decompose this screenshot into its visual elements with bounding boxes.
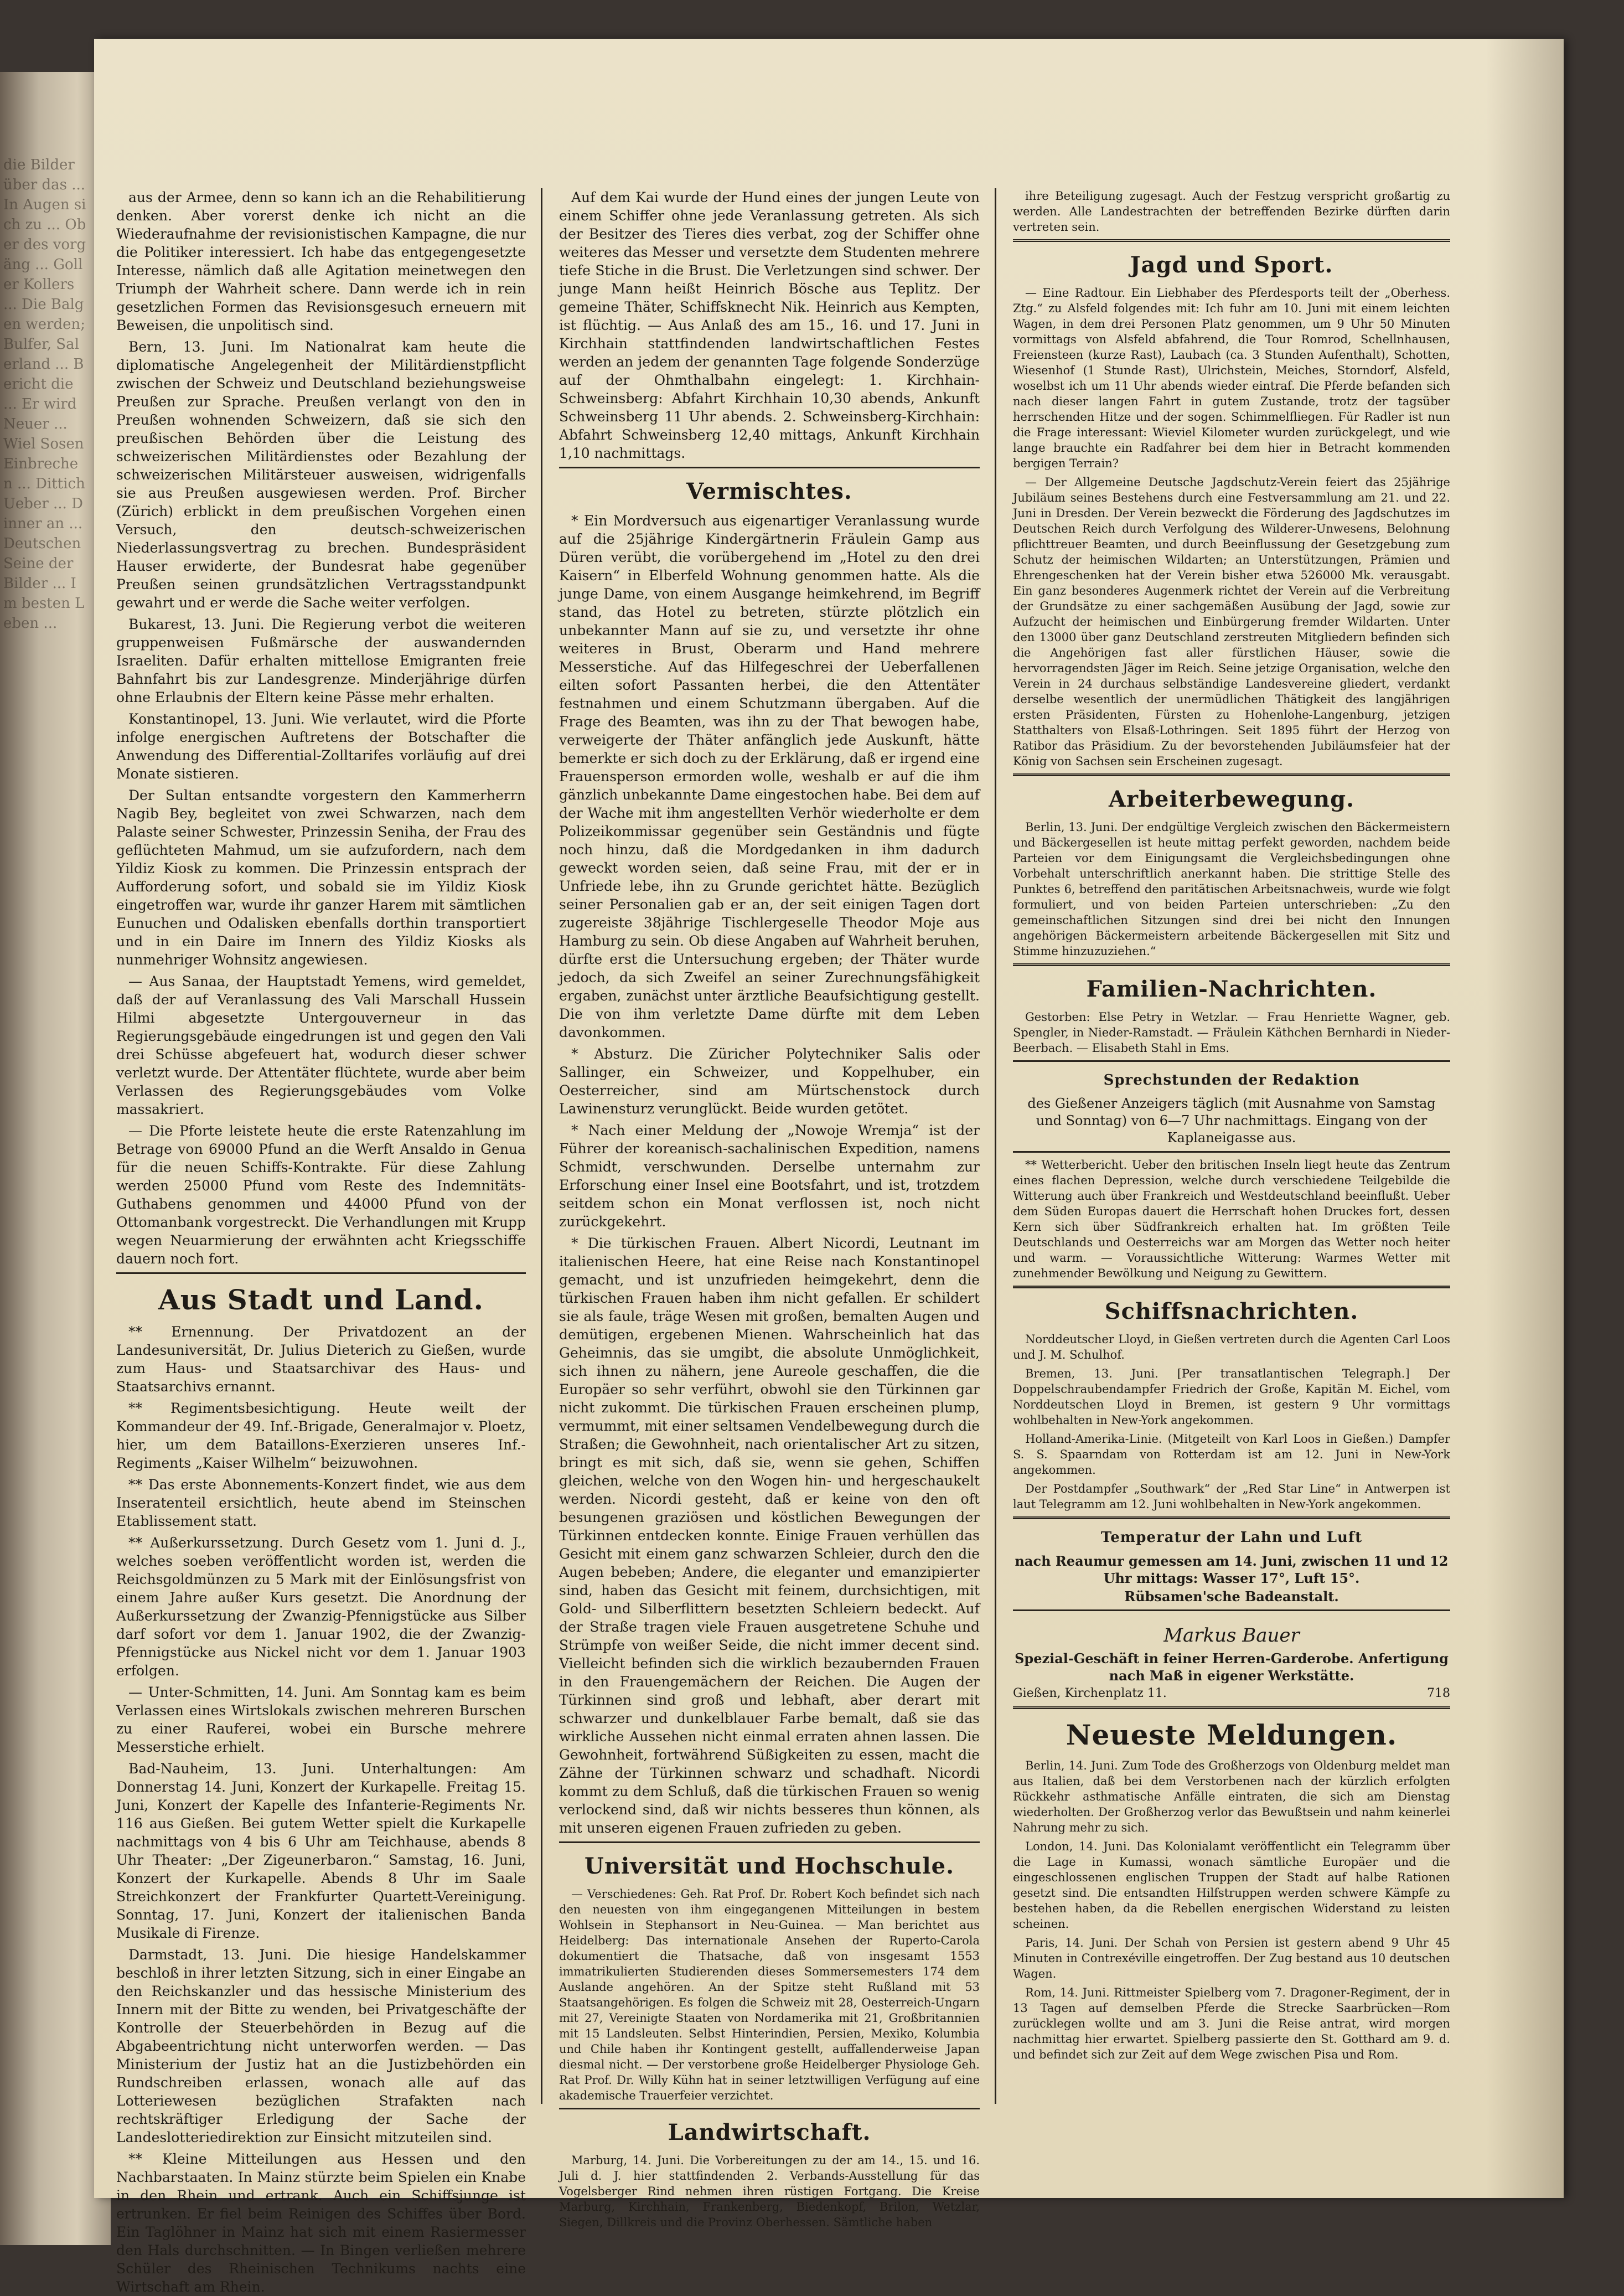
article-paragraph: — Der Allgemeine Deutsche Jagdschutz-Verein feiert das 25jährige Jubiläum seines Bestehens durch eine Festversammlung am 21. und 22. Juni in Dresden. Der Verein bezweckt die Förderung des Jagdschutzes im Deutschen Reich durch Verfolgung des Wilderer-Unwesens, Belohnung pflichttreuer Beamten, und durch Beeinflussung der Gesetzgebung zum Schutz der heimischen Wildarten; an Unterstützungen, Prämien und Ehrengeschenken hat der Verein bisher etwa 526000 Mk. verausgabt. Ein ganz besonderes Augenmerk richtet der Verein auf die Verbreitung der Grundsätze zu einer sachgemäßen Ausübung der Jagd, sowie zur Aufzucht der heimischen und Einbürgerung fremder Wildarten. Unter den 13000 über ganz Deutschland zerstreuten Mitgliedern befinden sich die Angehörigen fast aller fürstlichen Häuser, sowie die hervorragendsten Jäger im Reich. Seine jetzige Organisation, welche den Verein in 24 durchaus selbständige Landesvereine gliedert, verdankt derselbe wesentlich der unermüdlichen Thätigkeit des langjährigen ersten Präsidenten, Fürsten zu Hohenlohe-Langenburg, jetzigen Statthalters von Elsaß-Lothringen. Seit 1895 führt der Herzog von Ratibor das Präsidium. Zu der bevorstehenden Jubiläumsfeier hat der König von Sachsen sein Erscheinen zugesagt. <box>1013 476 1450 768</box>
section-heading: Familien-Nachrichten. <box>1086 976 1377 1002</box>
article-paragraph: Holland-Amerika-Linie. (Mitgeteilt von Karl Loos in Gießen.) Dampfer S. S. Spaarndam von Rotterdam ist am 12. Juni in New-York angekommen. <box>1013 1432 1450 1477</box>
advertisement <box>1013 1624 1450 1702</box>
section-heading: Sprechstunden der Redaktion <box>1103 1072 1360 1088</box>
advert-address: Gießen, Kirchenplatz 11. <box>1013 1686 1167 1700</box>
article-paragraph: Der Sultan entsandte vorgestern den Kammerherrn Nagib Bey, begleitet von zwei Schwarzen, nach dem Palaste seiner Schwester, Prinzessin Seniha, der Frau des geflüchteten Mahmud, um sie aufzufordern, nach dem Yildiz Kiosk zu kommen. Die Prinzessin entsprach der Aufforderung sofort, und sobald sie im Yildiz Kiosk eingetroffen war, wurde ihr ganzer Harem mit sämtlichen Eunuchen und Odalisken ebenfalls dorthin transportiert und in ein Daire im Innern des Yildiz Kiosks als nunmehriger Wohnsitz angewiesen. <box>116 787 526 968</box>
article-paragraph: Bern, 13. Juni. Im Nationalrat kam heute die diplomatische Angelegenheit der Militärdienstpflicht zwischen der Schweiz und Deutschland beziehungsweise Preußen zur Sprache. Preußen verlangt von den in Preußen wohnenden Schweizern, daß sie sich den preußischen Behörden über die Leistung des schweizerischen Militärdienstes oder Bezahlung der schweizerischen Militärsteuer ausweisen, widrigenfalls sie aus Preußen ausgewiesen werden. Prof. Bircher (Zürich) erblickt in dem preußischen Vorgehen einen Versuch, den deutsch-schweizerischen Niederlassungsvertrag zu brechen. Bundespräsident Hauser erwiderte, der Bundesrat habe gegenüber Preußen seinen grundsätzlichen Vertragsstandpunkt gewahrt und er werde die Sache weiter verfolgen. <box>116 339 526 611</box>
article-paragraph: ihre Beteiligung zugesagt. Auch der Festzug verspricht großartig zu werden. Alle Landestrachten der betreffenden Bezirke dürften darin vertreten sein. <box>1013 189 1450 234</box>
advert-footer <box>1013 1685 1450 1702</box>
section-heading: Universität und Hochschule. <box>584 1853 954 1879</box>
article-paragraph: — Aus Sanaa, der Hauptstadt Yemens, wird gemeldet, daß der auf Veranlassung des Vali Marschall Hussein Hilmi abgesetzte Untergouverneur in das Regierungsgebäude eingedrungen ist und gegen den Vali drei Schüsse abgefeuert hat, wodurch dieser schwer verletzt wurde. Der Attentäter flüchtete, wurde aber beim Verlassen des Regierungsgebäudes vom Volke massakriert. <box>116 973 526 1117</box>
article-paragraph: * Ein Mordversuch aus eigenartiger Veranlassung wurde auf die 25jährige Kindergärtnerin Fräulein Gamp aus Düren verübt, die vorübergehend im „Hotel zu den drei Kaisern“ in Elberfeld Wohnung genommen hatte. Als die junge Dame, von einem Ausgange heimkehrend, im Begriff stand, das Hotel zu betreten, stürzte plötzlich ein unbekannter Mann auf sie zu, und versetzte ihr ohne weiteres in Brust, Oberarm und Hand mehrere Messerstiche. Auf das Hilfegeschrei der Ueberfallenen eilten sofort Passanten herbei, die den Attentäter festnahmen und einem Schutzmann übergaben. Auf die Frage des Beamten, was ihn zu der That bewogen habe, verweigerte der Thäter anfänglich jede Auskunft, hätte bemerkte er sich doch zu der Erklärung, daß er irgend eine Frauensperson ermorden wolle, weshalb er auf die ihm gänzlich unbekannte Dame eingestochen habe. Bei dem auf der Wache mit ihm angestellten Verhör wiederholte er dem Polizeikommissar gegenüber sein Geständnis und fügte noch hinzu, daß die Mordgedanken in ihm dadurch geweckt worden seien, daß seine Frau, mit der er in Unfriede lebe, ihn zu Grunde gerichtet hätte. Bezüglich seiner Personalien gab er an, der seit einigen Tagen dort zugereiste 38jährige Tischlergeselle Theodor Moje aus Hamburg zu sein. Ob diese Angaben auf Wahrheit beruhen, dürfte erst die Untersuchung ergeben; der Thäter wurde jedoch, da sich Zweifel an seiner Zurechnungsfähigkeit ergaben, zunächst unter ärztliche Beaufsichtigung gestellt. Die von ihm verletzte Dame dürfte mit dem Leben davonkommen. <box>559 513 980 1040</box>
section-heading: Schiffsnachrichten. <box>1104 1298 1359 1324</box>
horizontal-rule <box>1013 1151 1450 1153</box>
horizontal-rule <box>116 1272 526 1274</box>
section-heading: Arbeiterbewegung. <box>1108 786 1355 812</box>
article-paragraph: aus der Armee, denn so kann ich an die Rehabilitierung denken. Aber vorerst denke ich nicht an die Wiederaufnahme der revisionistischen Kampagne, die nur die Politiker interessiert. Ich habe das entgegengesetzte Interesse, nämlich daß alle Agitation meinetwegen den Triumph der Wahrheit schere. Dann werde ich in rein gesetzlichen Formen das Revisionsgesuch erneuern mit Beweisen, die unpolitisch sind. <box>116 189 526 333</box>
horizontal-rule <box>559 2108 980 2109</box>
horizontal-rule <box>559 1841 980 1843</box>
article-paragraph: ** Kleine Mitteilungen aus Hessen und den Nachbarstaaten. In Mainz stürzte beim Spielen ein Knabe in den Rhein und ertrank. Auch ein Schiffsjunge ist ertrunken. Er fiel beim Reinigen des Schiffes über Bord. Ein Taglöhner in Mainz hat sich mit einem Rasiermesser den Hals durchschnitten. — In Bingen verließen mehrere Schüler des Rheinischen Technikums nachts eine Wirtschaft am Rhein. <box>116 2151 526 2295</box>
article-paragraph: Auf dem Kai wurde der Hund eines der jungen Leute von einem Schiffer ohne jede Veranlassung getreten. Als sich der Besitzer des Tieres dies verbat, zog der Schiffer ohne weiteres das Messer und versetzte dem Studenten mehrere tiefe Stiche in die Brust. Die Verletzungen sind schwer. Der junge Mann heißt Heinrich Bösche aus Teplitz. Der gemeine Thäter, Schiffsknecht Nik. Heinrich aus Kempten, ist flüchtig. — Aus Anlaß des am 15., 16. und 17. Juni in Kirchhain stattfindenden landwirtschaftlichen Festes werden an jedem der genannten Tage folgende Sonderzüge auf der Ohmthalbahn eingelegt: 1. Kirchhain-Schweinsberg: Abfahrt Kirchhain 10,30 abends, Ankunft Schweinsberg 11 Uhr abends. 2. Schweinsberg-Kirchhain: Abfahrt Schweinsberg 12,40 mittags, Ankunft Kirchhain 1,10 nachmittags. <box>559 189 980 461</box>
horizontal-rule <box>1013 1609 1450 1611</box>
article-paragraph: ** Das erste Abonnements-Konzert findet, wie aus dem Inseratenteil ersichtlich, heute abend im Steinschen Etablissement statt. <box>116 1477 526 1529</box>
article-paragraph: ** Ernennung. Der Privatdozent an der Landesuniversität, Dr. Julius Dieterich zu Gießen, wurde zum Haus- und Staatsarchivar des Haus- und Staatsarchivs ernannt. <box>116 1324 526 1395</box>
article-paragraph: London, 14. Juni. Das Kolonialamt veröffentlicht ein Telegramm über die Lage in Kumassi, wonach sämtliche Europäer und die eingeschlossenen englischen Truppen der Stadt auf halbe Rationen gesetzt sind. Die entsandten Hilfstruppen werden schwere Kämpfe zu bestehen haben, da die Rebellen energischen Widerstand zu leisten scheinen. <box>1013 1840 1450 1931</box>
horizontal-rule <box>1013 1516 1450 1519</box>
column-divider-1 <box>541 188 542 2104</box>
article-paragraph: Der Postdampfer „Southwark“ der „Red Star Line“ in Antwerpen ist laut Telegramm am 12. Juni wohlbehalten in New-York angekommen. <box>1013 1482 1450 1511</box>
article-paragraph: — Eine Radtour. Ein Liebhaber des Pferdesports teilt der „Oberhess. Ztg.“ zu Alsfeld folgendes mit: Ich fuhr am 10. Juni mit einem leichten Wagen, in dem drei Personen Platz genommen, um 9 Uhr 50 Minuten vormittags von Alsfeld abfahrend, die Tour Romrod, Schellnhausen, Freiensteen (kurze Rast), Laubach (ca. 3 Stunden Aufenthalt), Schotten, Wiesenhof (1 Stunde Rast), Ulrichstein, Meiches, Storndorf, Alsfeld, woselbst ich um 11 Uhr abends wieder eintraf. Die Pferde befanden sich nach dieser langen Fahrt in gutem Zustande, trotz der tagsüber herrschenden Hitze und der sogen. Schimmelfliegen. Für Radler ist nun die Frage interessant: Wieviel Kilometer wurden zurückgelegt, und wie lange brauchte ein Radfahrer bei dem hier in Betracht kommenden bergigen Terrain? <box>1013 286 1450 470</box>
article-paragraph: Marburg, 14. Juni. Die Vorbereitungen zu der am 14., 15. und 16. Juli d. J. hier stattfindenden 2. Verbands-Ausstellung für das Vogelsberger Rind nehmen ihren rüstigen Fortgang. Die Kreise Marburg, Kirchhain, Frankenberg, Biedenkopf, Brilon, Wetzlar, Siegen, Dillkreis und die Provinz Oberhessen. Sämtliche haben <box>559 2154 980 2229</box>
article-paragraph: Bremen, 13. Juni. [Per transatlantischen Telegraph.] Der Doppelschraubendampfer Friedrich der Große, Kapitän M. Eichel, vom Norddeutschen Lloyd in Bremen, ist gestern 9 Uhr vormittags wohlbehalten in New-York angekommen. <box>1013 1367 1450 1427</box>
horizontal-rule <box>1013 239 1450 242</box>
article-paragraph: ** Regimentsbesichtigung. Heute weilt der Kommandeur der 49. Inf.-Brigade, Generalmajor v. Ploetz, hier, um dem Bataillons-Exerzieren unseres Inf.-Regiments „Kaiser Wilhelm“ beizuwohnen. <box>116 1400 526 1471</box>
section-heading: Neueste Meldungen. <box>1066 1719 1398 1751</box>
left-page-fragment-text: die Bilder über das ... In Augen sich zu ... Ober des vorgäng ... Goller Kollers ... Die Balgen werden; Bulfer, Salerland ... Bericht die ... Er wird Neuer ... Wiel Sosen Einbrechen ... Dittich Ueber ... Dinner an ... Deutschen Seine der Bilder ... Im besten Leben ... <box>3 157 90 632</box>
column-divider-2 <box>995 188 996 2104</box>
article-paragraph: Rom, 14. Juni. Rittmeister Spielberg vom 7. Dragoner-Regiment, der in 13 Tagen auf demselben Pferde die Strecke Saarbrücken—Rom zurücklegen wollte und am 3. Juni die Reise antrat, wird morgen nachmittag hier erwartet. Spielberg passierte den St. Gotthard am 9. d. und befindet sich zur Zeit auf dem Wege zwischen Pisa und Rom. <box>1013 1986 1450 2061</box>
notice-line: Rübsamen'sche Badeanstalt. <box>1124 1588 1339 1604</box>
section-heading: Aus Stadt und Land. <box>158 1283 484 1316</box>
article-paragraph: — Verschiedenes: Geh. Rat Prof. Dr. Robert Koch befindet sich nach den neuesten von ihm eingegangenen Mitteilungen in bestem Wohlsein in Stephansort in Neu-Guinea. — Man berichtet aus Heidelberg: Das internationale Ansehen der Ruperto-Carola dokumentiert die Thatsache, daß von insgesamt 1553 immatrikulierten Studierenden dieses Sommersemesters 174 dem Auslande angehören. An der Spitze steht Rußland mit 53 Staatsangehörigen. Es folgen die Schweiz mit 28, Oesterreich-Ungarn mit 27, Vereinigte Staaten von Nordamerika mit 21, Großbritannien mit 15 Landsleuten. Selbst Hinterindien, Persien, Mexiko, Kolumbia und Chile haben ihr Kontingent gestellt, auffallenderweise Japan diesmal nicht. — Der verstorbene große Heidelberger Physiologe Geh. Rat Prof. Dr. Willy Kühn hat in seiner letztwilligen Verfügung auf eine akademische Trauerfeier verzichtet. <box>559 1887 980 2102</box>
section-heading: Temperatur der Lahn und Luft <box>1100 1529 1363 1546</box>
article-paragraph: Konstantinopel, 13. Juni. Wie verlautet, wird die Pforte infolge energischen Auftretens der Botschafter die Anwendung des Differential-Zolltarifes vorläufig auf drei Monate sistieren. <box>116 711 526 782</box>
horizontal-rule <box>1013 1060 1450 1062</box>
newspaper-page <box>94 39 1564 2295</box>
advert-text: Spezial-Geschäft in feiner Herren-Garderobe. Anfertigung nach Maß in eigener Werkstätte. <box>1015 1650 1449 1684</box>
horizontal-rule <box>1013 963 1450 966</box>
article-paragraph: Paris, 14. Juni. Der Schah von Persien ist gestern abend 9 Uhr 45 Minuten in Contrexéville eingetroffen. Der Zug bestand aus 10 deutschen Wagen. <box>1013 1936 1450 1980</box>
article-paragraph: Bukarest, 13. Juni. Die Regierung verbot die weiteren gruppenweisen Fußmärsche der auswandernden Israeliten. Dafür erhalten mittellose Emigranten freie Bahnfahrt bis zur Landesgrenze. Minderjährige dürfen ohne Erlaubnis der Eltern keine Pässe mehr erhalten. <box>116 616 526 705</box>
section-heading: Vermischtes. <box>686 478 852 504</box>
article-paragraph: Norddeutscher Lloyd, in Gießen vertreten durch die Agenten Carl Loos und J. M. Schulhof. <box>1013 1333 1450 1361</box>
horizontal-rule <box>1013 773 1450 776</box>
notice-line: nach Reaumur gemessen am 14. Juni, zwischen 11 und 12 Uhr mittags: Wasser 17°, Luft 15°. <box>1015 1553 1449 1586</box>
column-1 <box>116 188 526 2295</box>
section-heading: Landwirtschaft. <box>668 2119 871 2145</box>
advert-name: Markus Bauer <box>1163 1624 1300 1647</box>
column-3 <box>1013 188 1450 2104</box>
column-2 <box>559 188 980 2229</box>
horizontal-rule <box>1013 1706 1450 1709</box>
article-paragraph: Berlin, 13. Juni. Der endgültige Vergleich zwischen den Bäckermeistern und Bäckergesellen ist heute mittag perfekt geworden, nachdem beide Parteien vor dem Einigungsamt die Vergleichsbedingungen ohne Vorbehalt unterschriftlich anerkannt haben. Die strittige Stelle des Punktes 6, betreffend den paritätischen Arbeitsnachweis, wurde wie folgt formuliert, und von beiden Parteien unterschrieben: „Zu den gemeinschaftlichen Sitzungen sind drei bei nicht den Innungen angehörigen Bäckermeistern arbeitende Bäckergesellen mit Sitz und Stimme hinzuzuziehen.“ <box>1013 821 1450 958</box>
article-paragraph: Bad-Nauheim, 13. Juni. Unterhaltungen: Am Donnerstag 14. Juni, Konzert der Kurkapelle. Freitag 15. Juni, Konzert der Kapelle des Infanterie-Regiments Nr. 116 aus Gießen. Bei gutem Wetter spielt die Kurkapelle nachmittags von 4 bis 6 Uhr am Teichhause, abends 8 Uhr Theater: „Der Zigeunerbaron.“ Samstag, 16. Juni, Konzert der Kurkapelle. Abends 8 Uhr im Saale Streichkonzert der Frankfurter Quartett-Vereinigung. Sonntag, 17. Juni, Konzert der italienischen Banda Musikale di Firenze. <box>116 1761 526 1941</box>
article-paragraph: Darmstadt, 13. Juni. Die hiesige Handelskammer beschloß in ihrer letzten Sitzung, sich in einer Eingabe an den Reichskanzler und das hessische Ministerium des Innern mit der Bitte zu wenden, bei Privatgeschäfte der Kontrolle der Steuerbehörden in Bezug auf die Abgabeentrichtung nicht unterworfen werden. — Das Ministerium der Justiz hat an die Justizbehörden ein Rundschreiben erlassen, wonach alle auf das Lotteriewesen bezüglichen Strafakten nach rechtskräftiger Erledigung der Sache der Landeslotteriedirektion zur Einsicht mitzuteilen sind. <box>116 1947 526 2145</box>
horizontal-rule <box>1013 1286 1450 1288</box>
article-paragraph: Gestorben: Else Petry in Wetzlar. — Frau Henriette Wagner, geb. Spengler, in Nieder-Ramstadt. — Fräulein Käthchen Bernhardi in Nieder-Beerbach. — Elisabeth Stahl in Ems. <box>1013 1010 1450 1055</box>
article-paragraph: — Die Pforte leistete heute die erste Ratenzahlung im Betrage von 69000 Pfund an die Werft Ansaldo in Genua für die neuen Schiffs-Kontrakte. Für diese Zahlung werden 25000 Pfund vom Reste des Indemnitäts-Guthabens genommen und 44000 Pfund von der Ottomanbank vorgestreckt. Die Verhandlungen mit Krupp wegen Neuarmierung der erwähnten acht Kriegsschiffe dauern noch fort. <box>116 1123 526 1267</box>
article-paragraph: * Absturz. Die Züricher Polytechniker Salis oder Sallinger, ein Schweizer, und Koppelhuber, ein Oesterreicher, sind am Mürtschenstock durch Lawinensturz verunglückt. Beide wurden getötet. <box>559 1046 980 1117</box>
article-paragraph: — Unter-Schmitten, 14. Juni. Am Sonntag kam es beim Verlassen eines Wirtslokals zwischen mehreren Burschen zu einer Rauferei, wobei ein Bursche mehrere Messerstiche erhielt. <box>116 1684 526 1755</box>
article-paragraph: ** Außerkurssetzung. Durch Gesetz vom 1. Juni d. J., welches soeben veröffentlicht worden ist, werden die Reichsgoldmünzen zu 5 Mark mit der Einlösungsfrist von einem Jahre außer Kurs gesetzt. Die Anordnung der Außerkurssetzung der Zwanzig-Pfennigstücke aus Silber darf sofort vor dem 1. Januar 1902, die der Zwanzig-Pfennigstücke aus Nickel nicht vor dem 1. Januar 1903 erfolgen. <box>116 1535 526 1679</box>
article-paragraph: * Nach einer Meldung der „Nowoje Wremja“ ist der Führer der koreanisch-sachalinischen Expedition, namens Schmidt, verschwunden. Derselbe unternahm zur Erforschung einer Insel eine Bootsfahrt, und ist, trotzdem seitdem schon ein Monat verflossen ist, noch nicht zurückgekehrt. <box>559 1122 980 1230</box>
advert-number: 718 <box>1427 1686 1450 1700</box>
horizontal-rule <box>559 467 980 468</box>
article-paragraph: ** Wetterbericht. Ueber den britischen Inseln liegt heute das Zentrum eines flachen Depression, welche durch verschiedene Teilgebilde die Witterung auch über Frankreich und Westdeutschland beeinflußt. Ueber dem Süden Europas dauert die Herrschaft hohen Druckes fort, dessen Kern sich über Südfrankreich erhalten hat. Im größten Teile Deutschlands und Oesterreichs war am Morgen das Wetter noch heiter und warm. — Voraussichtliche Witterung: Warmes Wetter mit zunehmender Bewölkung und Neigung zu Gewittern. <box>1013 1158 1450 1280</box>
article-paragraph: Berlin, 14. Juni. Zum Tode des Großherzogs von Oldenburg meldet man aus Italien, daß bei dem Verstorbenen nach der kürzlich erfolgten Rückkehr asthmatische Anfälle eintraten, die sich am Dienstag wiederholten. Der Großherzog verlor das Bewußtsein und nahm keinerlei Nahrung mehr zu sich. <box>1013 1759 1450 1834</box>
article-paragraph: * Die türkischen Frauen. Albert Nicordi, Leutnant im italienischen Heere, hat eine Reise nach Konstantinopel gemacht, und ist unzufrieden heimgekehrt, denn die türkischen Frauen haben ihm nicht gefallen. Er schildert sie als faule, träge Wesen mit großen, bemalten Augen und demütigen, ergebenen Mienen. Wahrscheinlich hat das Geheimnis, das sie umgibt, die absolute Unmöglichkeit, sich ihnen zu nähern, jene Aureole geschaffen, die die Europäer so sehr verführt, obwohl sie den Türkinnen gar nicht zukommt. Die türkischen Frauen erscheinen plump, vermummt, mit einer seltsamen Vendelbewegung durch die Straßen; die Gewohnheit, nach orientalischer Art zu sitzen, bringt es mit sich, daß sie, wenn sie gehen, Schiffen gleichen, welche von den Wogen hin- und hergeschaukelt werden. Nicordi gesteht, daß er keine von den oft besungenen graziösen und köstlichen Bewegungen der Türkinnen entdecken konnte. Einige Frauen verhüllen das Gesicht mit einem ganz schwarzen Schleier, durch den die Augen bebeben; Andere, die eleganter und emanzipierter sind, haben das Gesicht mit feinem, durchsichtigen, mit Gold- und Silberflittern besetzten Schleiern bedeckt. Auf der Straße tragen viele Frauen ausgetretene Schuhe und Strümpfe von weißer Seide, die nicht immer decent sind. Vielleicht befinden sich die wirklich bezaubernden Frauen in den Frauengemächern der Reichen. Die Augen der Türkinnen sind groß und lebhaft, aber derart mit schwarzer und dunkelblauer Farbe bemalt, daß sie das wirkliche Aussehen nicht einmal erraten ahnen lassen. Die Gewohnheit, fortwährend Süßigkeiten zu essen, macht die Zähne der Türkinnen schwarz und schadhaft. Nicordi kommt zu dem Schluß, daß die türkischen Frauen so wenig verlockend sind, daß wir nichts besseres thun können, als mit unseren eigenen Frauen zufrieden zu geben. <box>559 1235 980 1836</box>
page-shadow <box>1486 39 1564 2198</box>
notice-line: des Gießener Anzeigers täglich (mit Ausnahme von Samstag und Sonntag) von 6—7 Uhr nachmittags. Eingang von der Kaplaneigasse aus. <box>1027 1096 1436 1146</box>
section-heading: Jagd und Sport. <box>1130 252 1333 278</box>
